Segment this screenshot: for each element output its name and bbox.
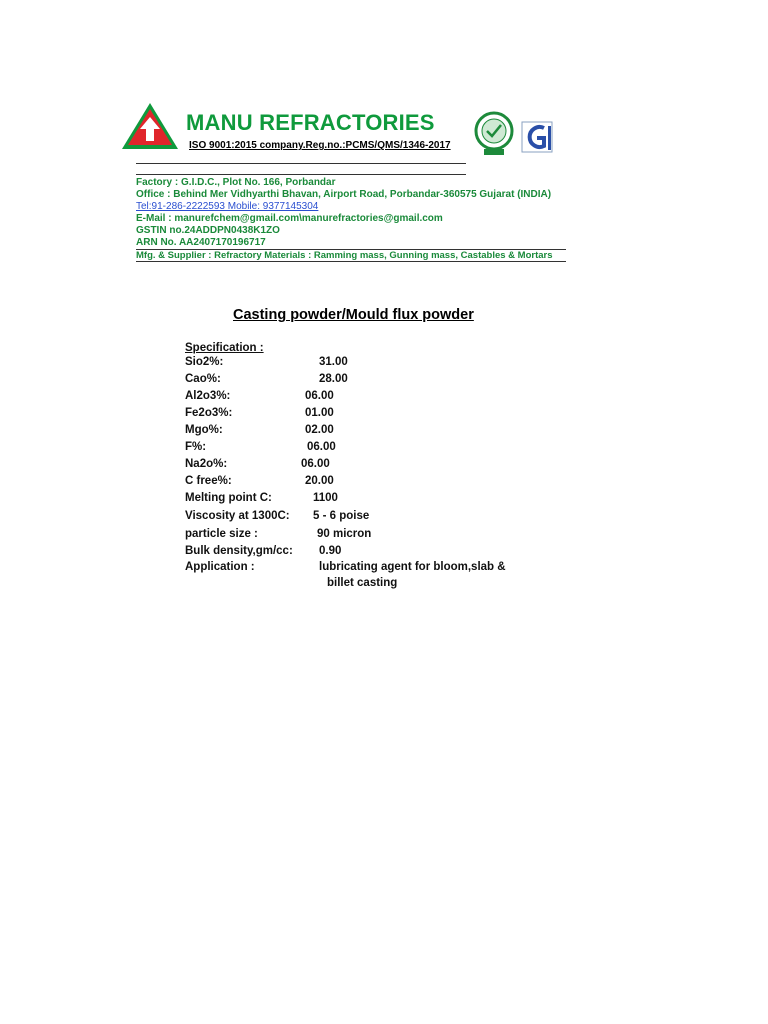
spec-row (185, 407, 545, 423)
spec-value: 5 - 6 poise (313, 510, 370, 522)
spec-row (185, 356, 545, 372)
spec-row (185, 373, 545, 389)
company-name: MANU REFRACTORIES (186, 110, 435, 135)
mfg-supplier-line: Mfg. & Supplier : Refractory Materials : Ramming mass, Gunning mass, Castables & Mortars (136, 250, 553, 261)
email-address: E-Mail : manurefchem@gmail.com\manurefractories@gmail.com (136, 213, 443, 224)
spec-label: Al2o3%: (185, 390, 231, 402)
spec-label: particle size : (185, 528, 258, 540)
spec-value: 31.00 (319, 356, 348, 368)
spec-label: Bulk density,gm/cc: (185, 545, 293, 557)
phone-link[interactable]: Tel:91-286-2222593 Mobile: 9377145304 (136, 201, 319, 212)
divider (136, 163, 466, 164)
spec-value: 90 micron (317, 528, 372, 540)
spec-label: F%: (185, 441, 207, 453)
spec-label: Fe2o3%: (185, 407, 233, 419)
spec-row (185, 561, 545, 577)
spec-row (185, 390, 545, 406)
certification-seal-icon (474, 111, 514, 157)
spec-row (185, 475, 545, 491)
spec-row (185, 424, 545, 440)
factory-address: Factory : G.I.D.C., Plot No. 166, Porbandar (136, 177, 336, 188)
application-continuation: billet casting (327, 577, 398, 589)
iso-registration: ISO 9001:2015 company.Reg.no.:PCMS/QMS/1346-2017 (189, 140, 451, 151)
spec-label: Viscosity at 1300C: (185, 510, 290, 522)
document-title: Casting powder/Mould flux powder (233, 307, 474, 323)
spec-label: Sio2%: (185, 356, 224, 368)
spec-value: 06.00 (307, 441, 336, 453)
spec-row (185, 528, 545, 544)
office-address: Office : Behind Mer Vidhyarthi Bhavan, Airport Road, Porbandar-360575 Gujarat (INDIA) (136, 189, 552, 200)
spec-row (185, 510, 545, 526)
specification-heading: Specification : (185, 342, 264, 354)
spec-label: Melting point C: (185, 492, 272, 504)
spec-value: 28.00 (319, 373, 348, 385)
spec-row (185, 458, 545, 474)
spec-row (185, 492, 545, 508)
divider (136, 261, 566, 262)
spec-label: Application : (185, 561, 255, 573)
divider (136, 174, 466, 175)
spec-value: 06.00 (301, 458, 330, 470)
spec-value: 06.00 (305, 390, 334, 402)
spec-row (185, 441, 545, 457)
spec-value: 0.90 (319, 545, 342, 557)
company-logo-icon (122, 103, 178, 149)
spec-value: lubricating agent for bloom,slab & (319, 561, 506, 573)
spec-value: 1100 (313, 492, 338, 504)
spec-label: C free%: (185, 475, 232, 487)
spec-label: Na2o%: (185, 458, 228, 470)
spec-label: Cao%: (185, 373, 221, 385)
gstin-number: GSTIN no.24ADDPN0438K1ZO (136, 225, 280, 236)
spec-value: 01.00 (305, 407, 334, 419)
spec-label: Mgo%: (185, 424, 223, 436)
spec-row (185, 545, 545, 561)
jas-anz-logo-icon (518, 110, 556, 154)
spec-value: 20.00 (305, 475, 334, 487)
spec-value: 02.00 (305, 424, 334, 436)
arn-number: ARN No. AA2407170196717 (136, 237, 266, 248)
